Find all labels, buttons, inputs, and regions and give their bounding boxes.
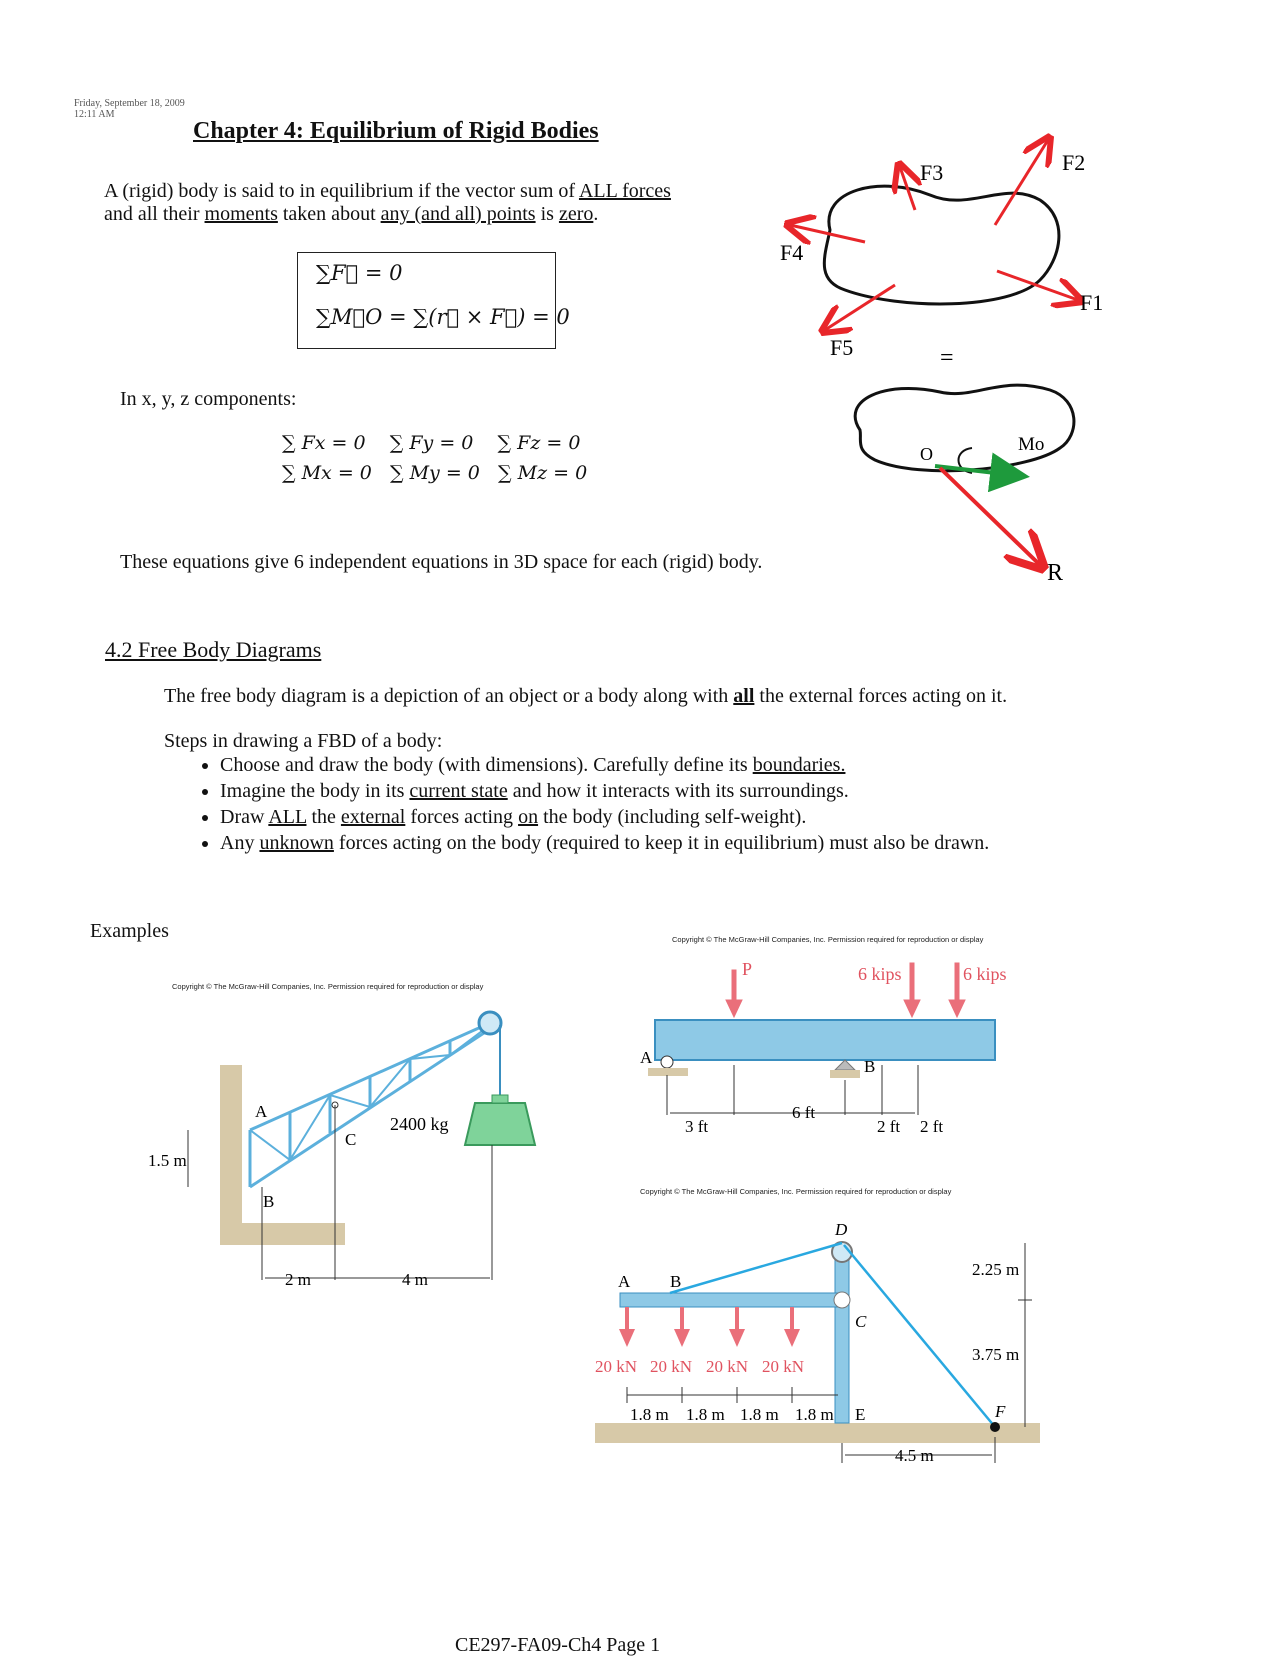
crane-label-b: B — [263, 1192, 275, 1211]
list-item — [220, 804, 989, 830]
sum-my: ∑ My = 0 — [390, 462, 480, 484]
step-2-text-1: Imagine the body in its — [220, 780, 405, 802]
crane-dim-4m: 4 m — [402, 1270, 428, 1289]
beam-label-a: A — [640, 1048, 653, 1067]
f1-label: F1 — [1080, 290, 1104, 315]
pin-c-frame — [834, 1292, 850, 1308]
step-3-text-2: the — [311, 806, 336, 828]
anchor-f — [990, 1422, 1000, 1432]
beam-copyright: Copyright © The McGraw-Hill Companies, Inc. Permission required for reproduction or display — [672, 935, 984, 944]
step-3-text-3: forces acting — [410, 806, 514, 828]
equilibrium-equation-box — [297, 252, 570, 349]
moment-sum-equation: ∑M⃗O = ∑(r⃗ × F⃗) = 0 — [316, 305, 570, 329]
mo-label: Mo — [1018, 434, 1045, 455]
frame-spacing-4: 1.8 m — [795, 1405, 834, 1424]
step-3-underline-1: ALL — [268, 806, 307, 828]
f2-arrow — [995, 140, 1048, 225]
frame-label-e: E — [855, 1405, 866, 1424]
frame-column — [835, 1255, 849, 1423]
frame-load-2: 20 kN — [650, 1357, 693, 1376]
pin-b — [835, 1060, 855, 1070]
sum-fx: ∑ Fx = 0 — [282, 432, 366, 454]
crane-figure — [140, 995, 540, 1305]
wall — [220, 1065, 242, 1245]
weight-handle — [492, 1095, 508, 1103]
body-outline-equivalent — [855, 385, 1074, 471]
frame-load-arrows — [619, 1307, 800, 1347]
frame-load-4: 20 kN — [762, 1357, 805, 1376]
step-1-text: Choose and draw the body (with dimensions). Carefully define its — [220, 754, 748, 776]
step-2-underline: current state — [409, 780, 508, 802]
timestamp — [74, 98, 185, 120]
time-text: 12:11 AM — [74, 109, 115, 120]
beam-figure — [630, 955, 1040, 1140]
beam — [655, 1020, 995, 1060]
components-heading: In x, y, z components: — [120, 388, 297, 410]
frame-label-b: B — [670, 1272, 682, 1291]
intro-text-5: . — [593, 203, 599, 225]
sum-mx: ∑ Mx = 0 — [282, 462, 372, 484]
load-p-label: P — [742, 959, 753, 979]
crane-label-a: A — [255, 1102, 268, 1121]
sum-mz: ∑ Mz = 0 — [498, 462, 588, 484]
beam-label-b: B — [864, 1057, 876, 1076]
beam-dim-2ft-2: 2 ft — [920, 1117, 944, 1136]
step-3-underline-2: external — [340, 806, 406, 828]
r-label: R — [1047, 560, 1064, 586]
sum-fy: ∑ Fy = 0 — [389, 432, 474, 454]
force-component-equations — [282, 432, 580, 454]
frame-w-4-5m: 4.5 m — [895, 1446, 934, 1465]
intro-text-1: A (rigid) body is said to in equilibrium if the vector sum of — [104, 180, 576, 202]
body-outline — [824, 186, 1059, 304]
intro-underline-3: any (and all) points — [380, 203, 536, 225]
equivalence-label: = — [940, 345, 954, 371]
beam-dim-3ft: 3 ft — [685, 1117, 709, 1136]
frame-load-3: 20 kN — [706, 1357, 749, 1376]
ground-b — [830, 1070, 860, 1078]
roller-a — [661, 1056, 673, 1068]
step-1-underline: boundaries. — [752, 754, 846, 776]
f2-label: F2 — [1062, 150, 1086, 175]
intro-text-3: taken about — [282, 203, 376, 225]
load-6kips-label-1: 6 kips — [858, 964, 902, 984]
beam-dim-2ft-1: 2 ft — [877, 1117, 901, 1136]
f4-label: F4 — [780, 240, 804, 265]
step-3-text-1: Draw — [220, 806, 265, 828]
load-6kips-label-2: 6 kips — [963, 964, 1007, 984]
f5-arrow — [825, 285, 895, 330]
force-sum-equation: ∑F⃗ = 0 — [316, 261, 403, 285]
intro-underline-4: zero — [558, 203, 594, 225]
intro-underline-1: ALL forces — [578, 180, 671, 202]
list-item — [220, 778, 989, 804]
frame-label-a: A — [618, 1272, 631, 1291]
moment-component-equations — [282, 462, 587, 484]
crane-copyright: Copyright © The McGraw-Hill Companies, Inc. Permission required for reproduction or display — [172, 982, 484, 991]
frame-load-1: 20 kN — [595, 1357, 638, 1376]
intro-text-4: is — [540, 203, 554, 225]
cable-bd — [670, 1243, 842, 1293]
examples-heading: Examples — [90, 920, 169, 942]
intro-paragraph — [104, 180, 671, 226]
crane-height-label: 1.5 m — [148, 1151, 187, 1170]
fbd-steps-list — [195, 752, 989, 856]
fbd-def-text-1: The free body diagram is a depiction of an object or a body along with — [164, 685, 729, 707]
step-4-text-2: forces acting on the body (required to keep it in equilibrium) must also be drawn. — [338, 832, 990, 854]
frame-beam — [620, 1293, 845, 1307]
date-text: Friday, September 18, 2009 — [74, 98, 185, 109]
frame-spacing-1: 1.8 m — [630, 1405, 669, 1424]
crane-mass-label: 2400 kg — [390, 1114, 449, 1134]
step-4-text-1: Any — [220, 832, 255, 854]
beam-load-arrows — [726, 963, 965, 1017]
origin-label: O — [920, 444, 933, 464]
frame-figure — [590, 1205, 1050, 1485]
frame-label-c: C — [855, 1312, 867, 1331]
frame-label-d: D — [835, 1220, 848, 1239]
frame-label-f: F — [995, 1402, 1006, 1421]
weight — [465, 1103, 535, 1145]
sum-fz: ∑ Fz = 0 — [497, 432, 581, 454]
crane-dim-2m: 2 m — [285, 1270, 311, 1289]
intro-text-2: and all their — [104, 203, 200, 225]
frame-spacing-2: 1.8 m — [686, 1405, 725, 1424]
frame-copyright: Copyright © The McGraw-Hill Companies, Inc. Permission required for reproduction or display — [640, 1187, 952, 1196]
fbd-definition — [164, 685, 1007, 708]
frame-spacing-3: 1.8 m — [740, 1405, 779, 1424]
frame-ground — [595, 1423, 1040, 1443]
independent-equations-note: These equations give 6 independent equations in 3D space for each (rigid) body. — [120, 551, 763, 573]
frame-h-3-75m: 3.75 m — [972, 1345, 1020, 1364]
intro-underline-2: moments — [204, 203, 278, 225]
fbd-def-text-2: the external forces acting on it. — [759, 685, 1008, 707]
floor — [220, 1223, 345, 1245]
frame-h-2-25m: 2.25 m — [972, 1260, 1020, 1279]
pulley — [479, 1012, 501, 1034]
section-title: 4.2 Free Body Diagrams — [105, 637, 322, 662]
f3-label: F3 — [920, 160, 944, 185]
list-item — [220, 830, 989, 856]
step-4-underline: unknown — [259, 832, 334, 854]
rigid-body-sketch — [760, 130, 1120, 600]
r-arrow — [940, 468, 1040, 565]
step-3-text-4: the body (including self-weight). — [543, 806, 807, 828]
page-footer: CE297-FA09-Ch4 Page 1 — [455, 1634, 661, 1656]
crane-truss — [250, 1023, 490, 1187]
list-item — [220, 752, 989, 778]
f5-label: F5 — [830, 335, 854, 360]
fbd-def-bold: all — [733, 685, 755, 707]
ground-a — [648, 1068, 688, 1076]
beam-dim-6ft: 6 ft — [792, 1103, 816, 1122]
crane-label-c: C — [345, 1130, 357, 1149]
step-3-underline-3: on — [518, 806, 539, 828]
step-2-text-2: and how it interacts with its surroundings. — [512, 780, 849, 802]
page-title: Chapter 4: Equilibrium of Rigid Bodies — [193, 118, 599, 144]
steps-heading: Steps in drawing a FBD of a body: — [164, 730, 443, 752]
